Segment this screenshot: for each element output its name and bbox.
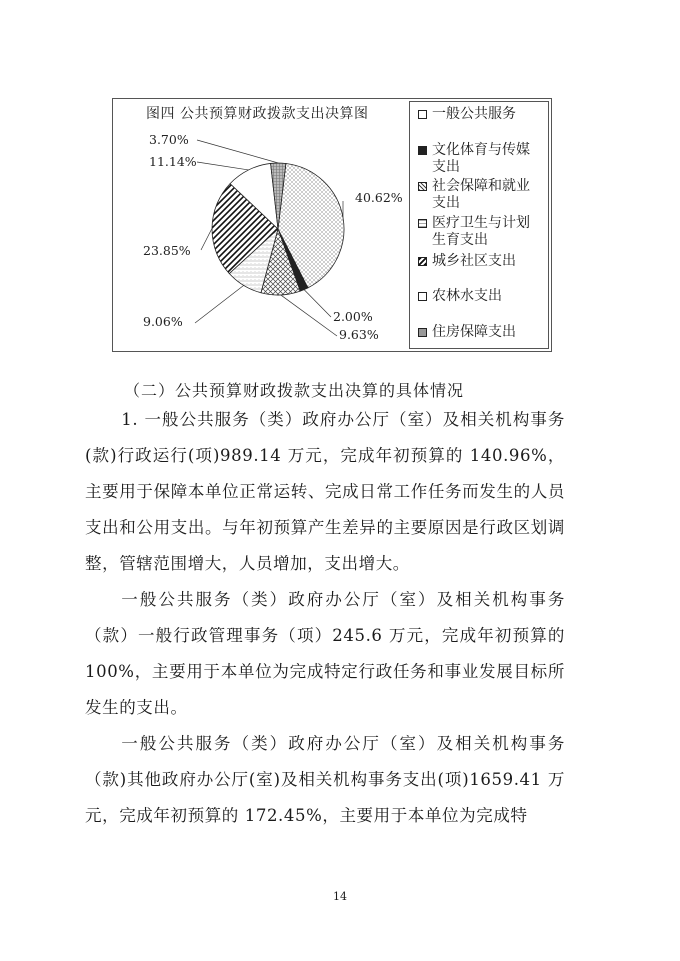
legend-swatch-icon: [418, 292, 427, 301]
leader-line: [197, 140, 278, 163]
legend-swatch-icon: [418, 182, 427, 191]
leader-line: [195, 285, 244, 323]
leader-line: [304, 290, 331, 317]
page-number: 14: [333, 890, 347, 903]
legend-label: 农林水支出: [432, 288, 502, 304]
legend-label: 文化体育与传媒 支出: [432, 142, 530, 175]
data-label: 11.14%: [149, 154, 197, 169]
paragraph-text: 1. 一般公共服务（类）政府办公厅（室）及相关机构事务(款)行政运行(项)989.14 万元，完成年初预算的 140.96%，主要用于保障本单位正常运转、完成日常工作任务而发生的人员支出和公用支出。与年初预算产生差异的主要原因是行政区划调整，管辖范围增大，人员增加，支出增大。: [85, 410, 565, 573]
paragraph-text: 一般公共服务（类）政府办公厅（室）及相关机构事务（款）一般行政管理事务（项）245.6 万元，完成年初预算的 100%，主要用于本单位为完成特定行政任务和事业发展目标所发生的支出。: [85, 590, 565, 717]
pie-chart-figure: [112, 98, 552, 352]
paragraph-text: 一般公共服务（类）政府办公厅（室）及相关机构事务（款)其他政府办公厅(室)及相关机构事务支出(项)1659.41 万元，完成年初预算的 172.45%，主要用于本单位为完成特: [85, 734, 565, 825]
legend-swatch-icon: [418, 328, 427, 337]
legend-swatch-icon: [418, 146, 427, 155]
data-label: 9.06%: [143, 314, 183, 329]
legend-swatch-icon: [418, 219, 427, 228]
data-label: 23.85%: [143, 243, 191, 258]
legend-swatch-icon: [418, 110, 427, 119]
data-label: 40.62%: [355, 190, 403, 205]
body-paragraph: [85, 726, 565, 834]
legend-label: 社会保障和就业 支出: [432, 178, 530, 211]
legend-label: 城乡社区支出: [432, 253, 516, 269]
section-heading: （二）公共预算财政拨款支出决算的具体情况: [124, 381, 465, 400]
leader-line: [281, 295, 337, 336]
chart-legend: [409, 101, 549, 349]
legend-label: 一般公共服务: [432, 106, 516, 122]
data-label: 3.70%: [149, 132, 189, 147]
chart-title: 图四 公共预算财政拨款支出决算图: [146, 106, 369, 122]
leader-line: [201, 228, 212, 250]
legend-swatch-icon: [418, 257, 427, 266]
legend-label: 医疗卫生与计划 生育支出: [432, 215, 530, 248]
data-label: 2.00%: [333, 309, 373, 324]
legend-label: 住房保障支出: [432, 324, 516, 340]
leader-line: [197, 162, 249, 170]
data-label: 9.63%: [339, 327, 379, 342]
body-paragraph: [85, 402, 565, 582]
body-paragraph: [85, 582, 565, 726]
